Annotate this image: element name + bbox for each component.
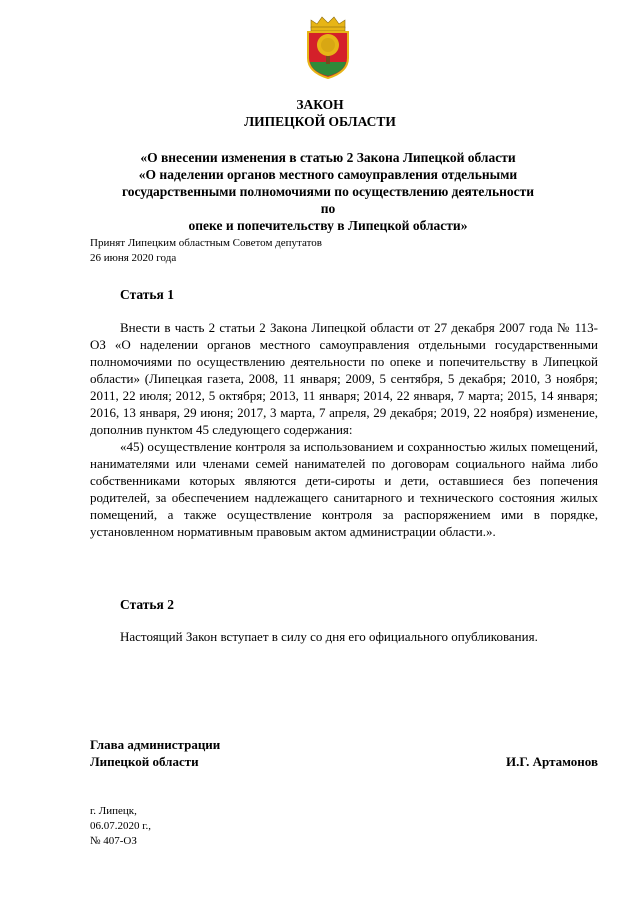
law-title-line-2: ЛИПЕЦКОЙ ОБЛАСТИ [244,114,396,129]
adoption-body: Принят Липецким областным Советом депутатов [90,237,322,249]
lipetsk-coat-of-arms-icon [303,14,353,80]
footer-city: г. Липецк, [90,805,137,817]
law-name [118,149,538,234]
law-name-line-2: «О наделении органов местного самоуправления отдельными [138,167,518,182]
document-footer [90,804,151,849]
signatory-position-line-1: Глава администрации [90,737,221,752]
article-1-body [90,319,598,540]
article-1-heading: Статья 1 [120,287,174,302]
adoption-date: 26 июня 2020 года [90,252,177,264]
signatory-position-line-2: Липецкой области [90,754,199,769]
law-name-line-3: государственными полномочиями по осуществлению деятельности по [121,184,535,216]
footer-number: № 407-ОЗ [90,835,137,847]
law-title [0,96,640,130]
adoption-note [90,236,322,266]
law-title-line-1: ЗАКОН [296,97,344,112]
footer-date: 06.07.2020 г., [90,820,152,832]
article-1-paragraph-1: Внести в часть 2 статьи 2 Закона Липецкой области от 27 декабря 2007 года № 113-ОЗ «О наделении органов местного самоуправления отдельными государственными полномочиями по осуществлению деятельности по опеке и попечительству в Липецкой области» (Липецкая газета, 2008, 11 января; 2009, 5 сентября, 5 декабря; 2010, 3 ноября; 2011, 22 июля; 2012, 5 октября; 2013, 11 января; 2014, 22 января, 7 марта; 2015, 14 января; 2016, 13 января, 29 июня; 2017, 3 марта, 7 апреля, 29 декабря; 2019, 22 ноября) изменение, дополнив пунктом 45 следующего содержания: [90,320,598,437]
article-2-paragraph-1: Настоящий Закон вступает в силу со дня его официального опубликования. [120,629,538,644]
law-name-line-4: опеке и попечительству в Липецкой области» [188,218,468,233]
signatory-position [90,736,220,770]
signatory-name: И.Г. Артамонов [505,754,598,769]
article-1-paragraph-2: «45) осуществление контроля за использованием и сохранностью жилых помещений, нанимателями или членами семей нанимателей по договорам социального найма либо собственниками которых являются дети-сироты и дети, оставшиеся без попечения родителей, за обеспечением надлежащего санитарного и технического состояния жилых помещений, а также осуществление контроля за распоряжением ими в порядке, установленном нормативным правовым актом администрации области.». [90,439,598,539]
article-2-body [90,628,598,645]
law-name-line-1: «О внесении изменения в статью 2 Закона Липецкой области [140,150,516,165]
article-2-heading: Статья 2 [120,597,174,612]
